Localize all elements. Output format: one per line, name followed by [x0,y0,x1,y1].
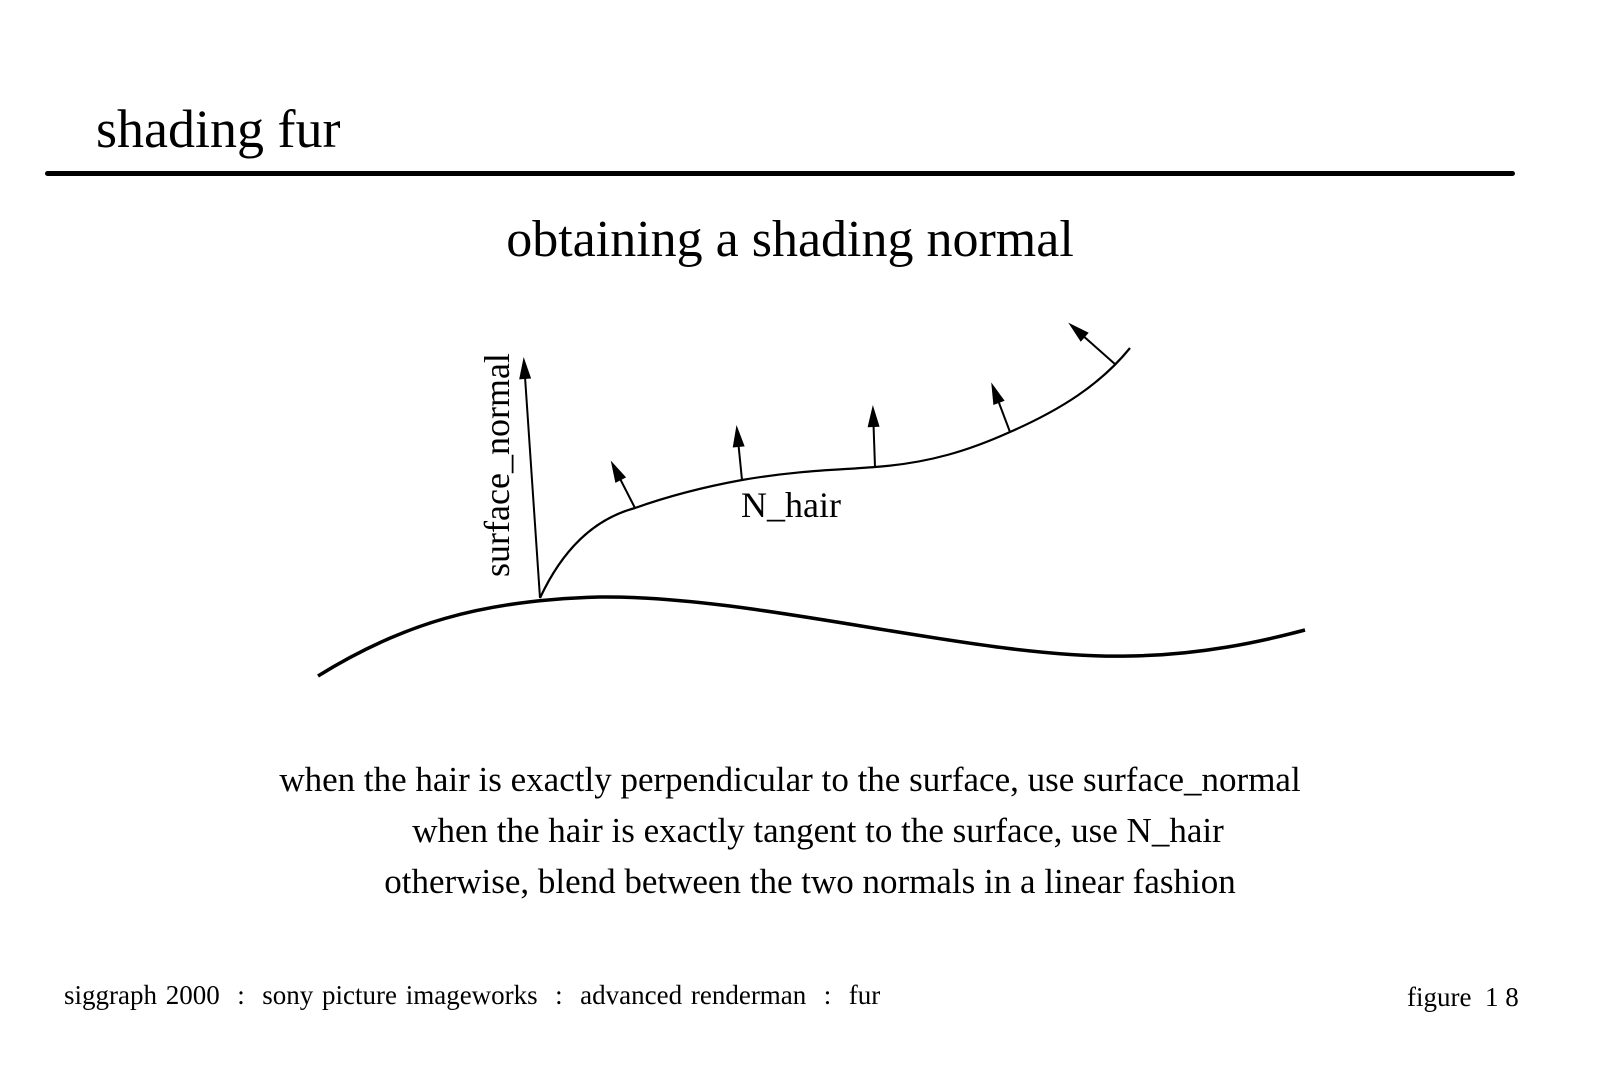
n-hair-label: N_hair [741,485,841,525]
body-line: when the hair is exactly tangent to the surface, use N_hair [412,811,1224,850]
hair-curve [540,348,1130,598]
slide-subtitle: obtaining a shading normal [506,211,1074,268]
hair-normal-arrow [613,465,635,508]
hair-normal-arrow [993,387,1010,432]
surface-normal-label: surface_normal [477,353,517,577]
hair-normal-arrow [1072,326,1116,365]
footer-text: siggraph 2000 : sony picture imageworks : advanced renderman : fur [64,980,881,1010]
surface-curve [318,597,1305,676]
body-line: otherwise, blend between the two normals in a linear fashion [384,862,1236,901]
figure-number: figure 1 8 [1407,982,1519,1012]
hair-normal-arrow [737,430,742,480]
surface-normal-arrow [524,362,540,598]
slide-title: shading fur [96,99,341,159]
body-line: when the hair is exactly perpendicular to the surface, use surface_normal [279,760,1301,799]
hair-normal-arrow [873,410,875,467]
